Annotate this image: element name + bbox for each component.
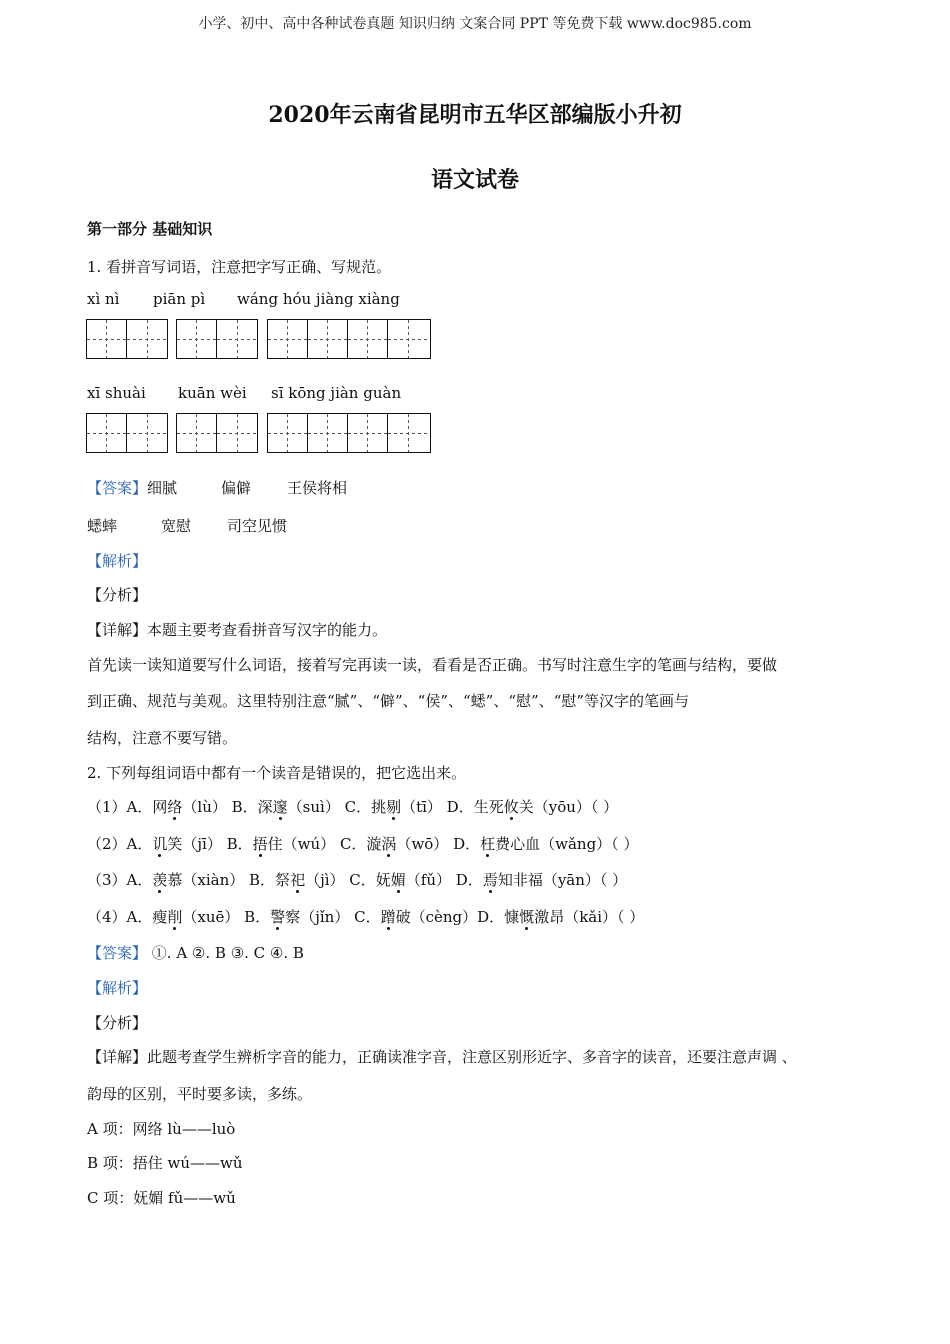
q2-item-4: （4）A．瘦削（xuē） B．警察（jǐn） C．蹭破（cèng）D．慷慨激昂（kǎi）（ ） (87, 908, 645, 926)
q2-item-3: （3）A．羡慕（xiàn） B．祭祀（jì） C．妩媚（fǔ） D．焉知非福（yān）（ ） (87, 871, 628, 889)
exam-title-line2: 语文试卷 (430, 167, 519, 193)
q2-option-b: B 项：捂住 wú——wǔ (87, 1154, 243, 1172)
q1-detail (87, 619, 387, 640)
q2-detail (87, 1046, 797, 1067)
q1-para1: 首先读一读知道要写什么词语，接着写完再读一读，看看是否正确。书写时注意生字的笔画与结构，要做 (87, 656, 778, 674)
detail-text: 此题考查学生辨析字音的能力，正确读准字音，注意区别形近字、多音字的读音，还要注意声调 、 (147, 1048, 797, 1066)
writing-grid[interactable] (176, 413, 258, 453)
pinyin-2: piān pì (153, 290, 206, 308)
q2-item-2: （2）A．讥笑（jī） B．捂住（wú） C．漩涡（wō） D．枉费心血（wǎng）（ ） (87, 835, 639, 853)
answer-label: 【答案】 (87, 479, 148, 497)
pinyin-4: xī shuài (87, 384, 146, 402)
detail-text: 本题主要考查看拼音写汉字的能力。 (147, 621, 388, 639)
writing-grid[interactable] (267, 319, 431, 359)
q1-prompt: 1. 看拼音写词语，注意把字写正确、写规范。 (87, 258, 392, 276)
q1-analysis-label: 【解析】 (87, 552, 148, 570)
answer-label: 【答案】 (87, 944, 148, 962)
writing-grid[interactable] (86, 413, 168, 453)
page-header: 小学、初中、高中各种试卷真题 知识归纳 文案合同 PPT 等免费下载 www.doc985.com (198, 16, 752, 32)
answer-word: 偏僻 (221, 479, 252, 497)
q2-answer (87, 942, 304, 963)
answer-word: 王侯将相 (287, 479, 348, 497)
answer-text: ①. A ②. B ③. C ④. B (147, 944, 304, 962)
detail-label: 【详解】 (87, 621, 148, 639)
exam-title-line1: 2020年云南省昆明市五华区部编版小升初 (268, 102, 682, 128)
pinyin-3: wáng hóu jiàng xiàng (237, 290, 400, 308)
pinyin-6: sī kōng jiàn guàn (271, 384, 402, 402)
q2-fenxi: 【分析】 (87, 1014, 148, 1032)
q2-item-1: （1）A．网络（lù） B．深邃（suì） C．挑剔（tī） D．生死攸关（yōu）（ ） (87, 798, 619, 816)
q1-para2: 到正确、规范与美观。这里特别注意“腻”、“僻”、“侯”、“蟋”、“慰”、“慰”等汉字的笔画与 (87, 692, 690, 710)
pinyin-5: kuān wèi (178, 384, 247, 402)
writing-grid[interactable] (176, 319, 258, 359)
writing-grid[interactable] (86, 319, 168, 359)
q1-para3: 结构，注意不要写错。 (87, 729, 238, 747)
pinyin-1: xì nì (87, 290, 120, 308)
q2-analysis-label: 【解析】 (87, 979, 148, 997)
answer-word: 蟋蟀 (87, 517, 118, 535)
q1-answer-row2 (87, 515, 287, 536)
writing-grid[interactable] (267, 413, 431, 453)
q2-detail-cont: 韵母的区别，平时要多读，多练。 (87, 1085, 313, 1103)
q1-answer-row1 (87, 477, 347, 498)
detail-label: 【详解】 (87, 1048, 148, 1066)
answer-word: 宽慰 (161, 517, 192, 535)
q2-prompt: 2. 下列每组词语中都有一个读音是错误的，把它选出来。 (87, 764, 467, 782)
q2-option-a: A 项：网络 lù——luò (87, 1120, 236, 1138)
answer-word: 司空见惯 (227, 517, 288, 535)
q2-option-c: C 项：妩媚 fǔ——wǔ (87, 1189, 236, 1207)
section-heading: 第一部分 基础知识 (87, 220, 213, 238)
q1-fenxi: 【分析】 (87, 586, 148, 604)
answer-word: 细腻 (147, 479, 178, 497)
